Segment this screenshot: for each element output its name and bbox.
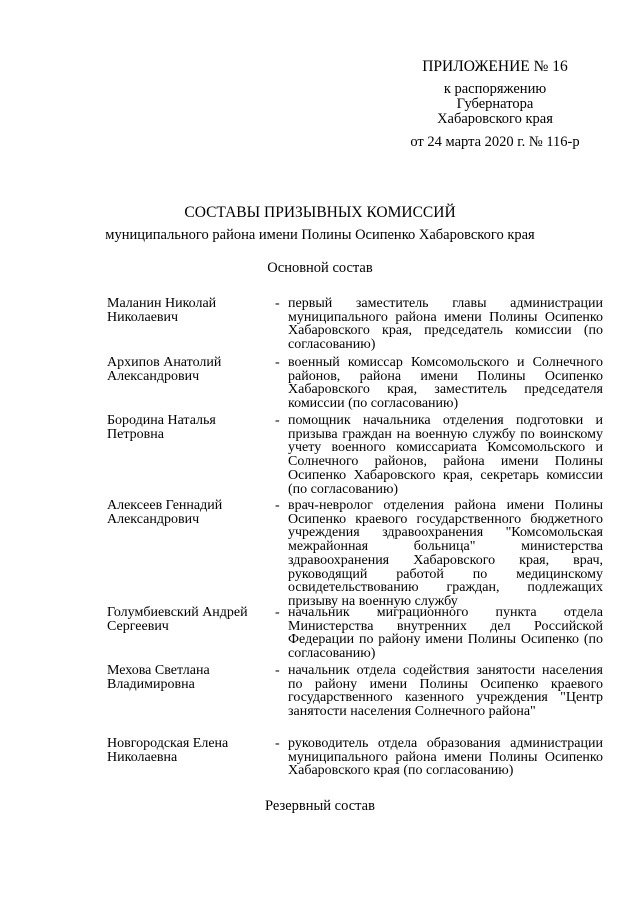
member-dash: - (275, 498, 280, 513)
document-title: СОСТАВЫ ПРИЗЫВНЫХ КОМИССИЙ (184, 204, 456, 221)
appendix-line-3: Хабаровского края (437, 111, 553, 127)
member-role: помощник начальника отделения подготовки и призыва граждан на военную службу по воинскому учету военного комиссариата Комсомольского и Солнечного районов, района имени Полины Осипенко Хабаровского края, секретарь комиссии (по согласованию) (288, 413, 603, 497)
member-role: военный комиссар Комсомольского и Солнечного районов, района имени Полины Осипенко Хабаровского края, заместитель председателя комиссии (по согласованию) (288, 355, 603, 412)
member-role: первый заместитель главы администрации муниципального района имени Полины Осипенко Хабаровского края, председатель комиссии (по согласованию) (288, 296, 603, 353)
section-title-reserve: Резервный состав (265, 798, 375, 814)
member-name: Архипов Анатолий Александрович (107, 355, 222, 384)
member-role: начальник миграционного пункта отдела Министерства внутренних дел Российской Федерации по району имени Полины Осипенко (по согласованию) (288, 605, 603, 662)
member-dash: - (275, 296, 280, 311)
appendix-title: ПРИЛОЖЕНИЕ № 16 (422, 58, 568, 75)
appendix-date: от 24 марта 2020 г. № 116-р (410, 134, 580, 150)
document-heading (0, 204, 640, 244)
member-name: Бородина Наталья Петровна (107, 413, 216, 442)
appendix-line-1: к распоряжению (443, 81, 547, 97)
member-role: врач-невролог отделения района имени Полины Осипенко краевого государственного бюджетного учреждения здравоохранения "Комсомольская межрайонная больница" министерства здравоохранения Хабаровского края, врач, руководящий работой по медицинскому освидетельствованию граждан, подлежащих призыву на военную службу (288, 498, 603, 609)
member-dash: - (275, 663, 280, 678)
member-dash: - (275, 355, 280, 370)
appendix-line-2: Губернатора (456, 96, 534, 112)
section-title-main: Основной состав (267, 260, 373, 276)
member-name: Новгородская Елена Николаевна (107, 736, 229, 765)
member-role: руководитель отдела образования администрации муниципального района имени Полины Осипенко Хабаровского края (по согласованию) (288, 736, 603, 779)
member-name: Алексеев Геннадий Александрович (107, 498, 223, 527)
document-subtitle: муниципального района имени Полины Осипенко Хабаровского края (105, 227, 535, 243)
appendix-block (395, 58, 595, 150)
member-name: Маланин Николай Николаевич (107, 296, 217, 325)
member-dash: - (275, 413, 280, 428)
member-dash: - (275, 605, 280, 620)
member-name: Мехова Светлана Владимировна (107, 663, 210, 692)
member-role: начальник отдела содействия занятости населения по району имени Полины Осипенко краевого государственного казенного учреждения "Центр занятости населения Солнечного района" (288, 663, 603, 720)
member-name: Голумбиевский Андрей Сергеевич (107, 605, 248, 634)
member-dash: - (275, 736, 280, 751)
